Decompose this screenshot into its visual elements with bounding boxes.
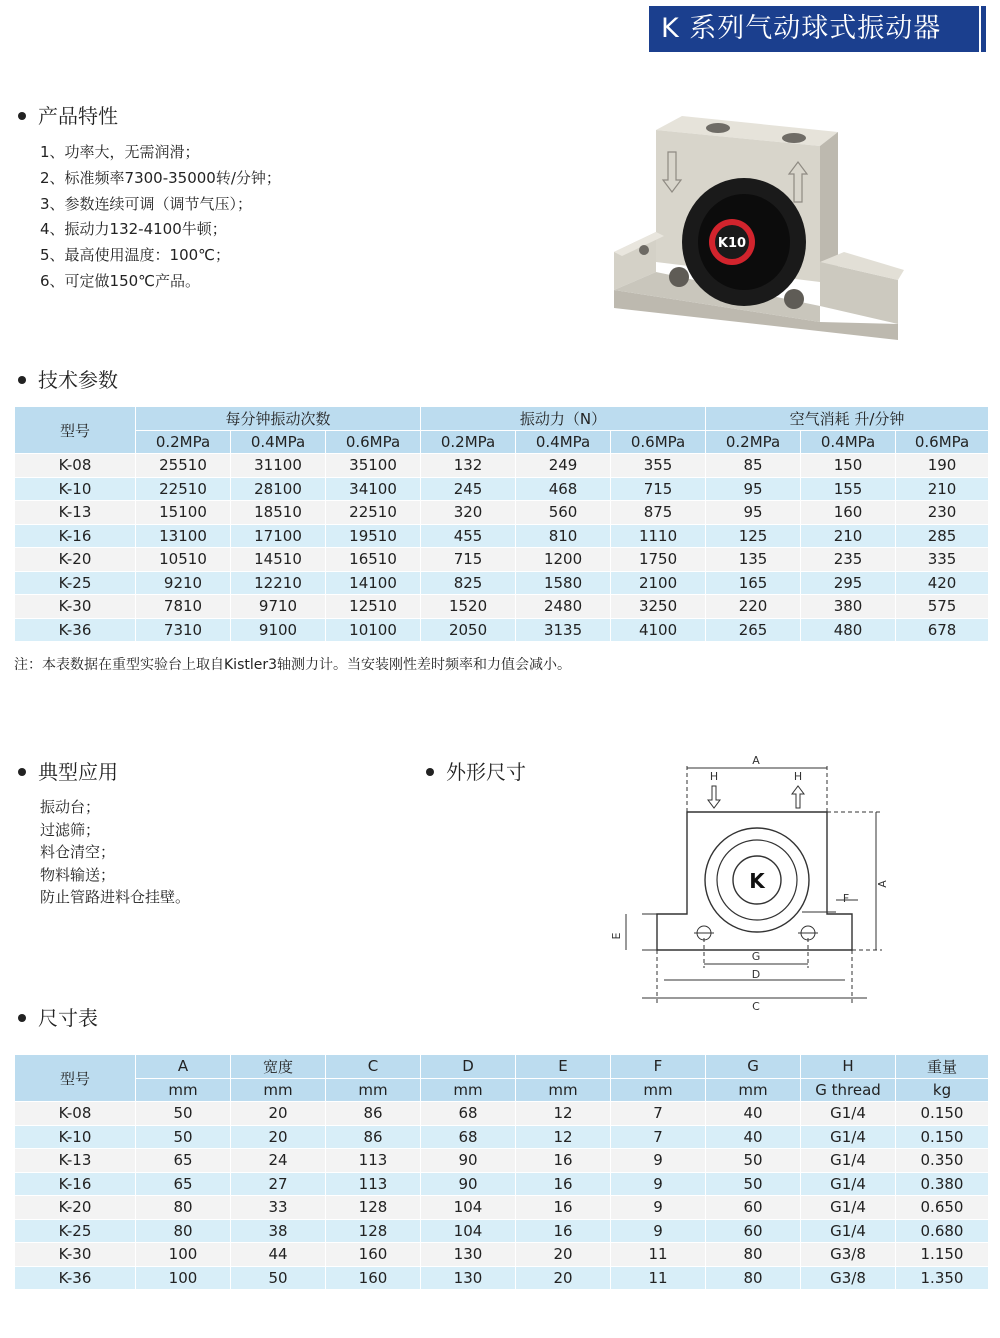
model-cell: K-25	[15, 1219, 136, 1243]
value-cell: 86	[326, 1102, 421, 1126]
tech-heading	[18, 364, 118, 393]
value-cell: 9	[611, 1172, 706, 1196]
value-cell: 50	[231, 1266, 326, 1290]
value-cell: 65	[136, 1172, 231, 1196]
value-cell: 9	[611, 1149, 706, 1173]
value-cell: 3135	[516, 618, 611, 642]
value-cell: 355	[611, 454, 706, 478]
value-cell: 50	[706, 1172, 801, 1196]
table-row	[15, 1219, 989, 1243]
value-cell: 9	[611, 1196, 706, 1220]
model-cell: K-10	[15, 1125, 136, 1149]
value-cell: 100	[136, 1266, 231, 1290]
col-header: G	[706, 1055, 801, 1079]
value-cell: 715	[421, 548, 516, 572]
title-accent-bar	[981, 6, 986, 52]
value-cell: 1.350	[896, 1266, 989, 1290]
value-cell: 34100	[326, 477, 421, 501]
dims-heading	[18, 1002, 98, 1031]
col-unit: G thread	[801, 1078, 896, 1102]
feature-item: 1、功率大，无需润滑；	[40, 143, 200, 161]
value-cell: 95	[706, 501, 801, 525]
col-pressure: 0.2MPa	[706, 430, 801, 454]
value-cell: 1200	[516, 548, 611, 572]
value-cell: 150	[801, 454, 896, 478]
table-row	[15, 477, 989, 501]
value-cell: 2100	[611, 571, 706, 595]
col-header: C	[326, 1055, 421, 1079]
bullet-icon	[18, 1014, 26, 1022]
value-cell: 468	[516, 477, 611, 501]
value-cell: G3/8	[801, 1243, 896, 1267]
value-cell: 25510	[136, 454, 231, 478]
table-row	[15, 454, 989, 478]
application-list	[40, 796, 190, 909]
value-cell: 50	[136, 1125, 231, 1149]
label-h: H	[709, 770, 719, 783]
value-cell: 28100	[231, 477, 326, 501]
value-cell: 0.350	[896, 1149, 989, 1173]
col-pressure: 0.6MPa	[896, 430, 989, 454]
value-cell: 15100	[136, 501, 231, 525]
dims-table	[14, 1054, 989, 1290]
model-cell: K-36	[15, 1266, 136, 1290]
value-cell: 130	[421, 1243, 516, 1267]
value-cell: 210	[801, 524, 896, 548]
value-cell: 210	[896, 477, 989, 501]
model-cell: K-08	[15, 1102, 136, 1126]
value-cell: 60	[706, 1219, 801, 1243]
table-note: 注：本表数据在重型实验台上取自Kistler3轴测力计。当安装刚性差时频率和力值会减小。	[14, 657, 572, 673]
col-pressure: 0.4MPa	[801, 430, 896, 454]
col-header: E	[516, 1055, 611, 1079]
value-cell: 80	[136, 1219, 231, 1243]
value-cell: 320	[421, 501, 516, 525]
bullet-icon	[18, 768, 26, 776]
value-cell: 560	[516, 501, 611, 525]
col-header: 重量	[896, 1055, 989, 1079]
value-cell: 128	[326, 1219, 421, 1243]
value-cell: 2050	[421, 618, 516, 642]
value-cell: G1/4	[801, 1149, 896, 1173]
value-cell: 875	[611, 501, 706, 525]
value-cell: 0.680	[896, 1219, 989, 1243]
table-row	[15, 618, 989, 642]
value-cell: 7810	[136, 595, 231, 619]
value-cell: 380	[801, 595, 896, 619]
value-cell: 190	[896, 454, 989, 478]
model-cell: K-25	[15, 571, 136, 595]
table-row	[15, 1196, 989, 1220]
col-pressure: 0.2MPa	[421, 430, 516, 454]
value-cell: 10510	[136, 548, 231, 572]
value-cell: 24	[231, 1149, 326, 1173]
value-cell: 40	[706, 1125, 801, 1149]
value-cell: G1/4	[801, 1125, 896, 1149]
model-cell: K-36	[15, 618, 136, 642]
value-cell: 1580	[516, 571, 611, 595]
model-cell: K-30	[15, 595, 136, 619]
value-cell: 65	[136, 1149, 231, 1173]
value-cell: 27	[231, 1172, 326, 1196]
value-cell: 678	[896, 618, 989, 642]
label-f: F	[842, 892, 850, 905]
value-cell: 16510	[326, 548, 421, 572]
value-cell: 575	[896, 595, 989, 619]
value-cell: 7310	[136, 618, 231, 642]
value-cell: 16	[516, 1196, 611, 1220]
value-cell: 1750	[611, 548, 706, 572]
table-row	[15, 1243, 989, 1267]
value-cell: G1/4	[801, 1102, 896, 1126]
value-cell: 20	[231, 1125, 326, 1149]
value-cell: 455	[421, 524, 516, 548]
value-cell: 0.150	[896, 1102, 989, 1126]
value-cell: 104	[421, 1196, 516, 1220]
bullet-icon	[18, 112, 26, 120]
value-cell: G1/4	[801, 1172, 896, 1196]
page-title: K 系列气动球式振动器	[649, 6, 979, 52]
label-e: E	[610, 932, 623, 940]
value-cell: 0.150	[896, 1125, 989, 1149]
value-cell: 113	[326, 1149, 421, 1173]
value-cell: 68	[421, 1125, 516, 1149]
value-cell: 20	[516, 1243, 611, 1267]
table-row	[15, 595, 989, 619]
value-cell: 3250	[611, 595, 706, 619]
table-row	[15, 524, 989, 548]
value-cell: 160	[326, 1266, 421, 1290]
value-cell: 9210	[136, 571, 231, 595]
value-cell: 95	[706, 477, 801, 501]
value-cell: 2480	[516, 595, 611, 619]
feature-item: 5、最高使用温度：100℃；	[40, 246, 231, 265]
value-cell: 90	[421, 1172, 516, 1196]
value-cell: 100	[136, 1243, 231, 1267]
model-cell: K-13	[15, 1149, 136, 1173]
group-force: 振动力（N）	[421, 407, 706, 431]
value-cell: 14100	[326, 571, 421, 595]
value-cell: 7	[611, 1102, 706, 1126]
value-cell: 35100	[326, 454, 421, 478]
feature-item: 2、标准频率7300-35000转/分钟；	[40, 168, 281, 187]
value-cell: 38	[231, 1219, 326, 1243]
value-cell: 17100	[231, 524, 326, 548]
value-cell: 7	[611, 1125, 706, 1149]
label-a: A	[752, 754, 760, 767]
table-row	[15, 1102, 989, 1126]
col-model: 型号	[15, 407, 136, 454]
value-cell: 85	[706, 454, 801, 478]
bullet-icon	[426, 768, 434, 776]
applications-heading	[18, 756, 118, 785]
value-cell: 4100	[611, 618, 706, 642]
value-cell: 715	[611, 477, 706, 501]
dims-heading-text: 尺寸表	[38, 1006, 98, 1030]
model-cell: K-30	[15, 1243, 136, 1267]
value-cell: 12	[516, 1102, 611, 1126]
value-cell: 22510	[136, 477, 231, 501]
model-cell: K-20	[15, 1196, 136, 1220]
bullet-icon	[18, 376, 26, 384]
col-pressure: 0.6MPa	[326, 430, 421, 454]
value-cell: 125	[706, 524, 801, 548]
col-unit: mm	[326, 1078, 421, 1102]
col-unit: mm	[516, 1078, 611, 1102]
table-row	[15, 571, 989, 595]
value-cell: 50	[136, 1102, 231, 1126]
model-cell: K-13	[15, 501, 136, 525]
outline-drawing	[612, 752, 898, 1018]
label-g: G	[751, 950, 761, 963]
group-freq: 每分钟振动次数	[136, 407, 421, 431]
col-unit: kg	[896, 1078, 989, 1102]
label-a-vertical: A	[876, 880, 889, 888]
value-cell: 9710	[231, 595, 326, 619]
value-cell: 11	[611, 1266, 706, 1290]
col-pressure: 0.6MPa	[611, 430, 706, 454]
model-cell: K-16	[15, 1172, 136, 1196]
application-item: 物料输送；	[40, 865, 116, 884]
feature-item: 6、可定做150℃产品。	[40, 271, 201, 290]
value-cell: 80	[706, 1266, 801, 1290]
value-cell: 18510	[231, 501, 326, 525]
col-header: 宽度	[231, 1055, 326, 1079]
feature-item: 4、振动力132-4100牛顿；	[40, 220, 227, 239]
value-cell: 22510	[326, 501, 421, 525]
label-d: D	[751, 968, 761, 981]
group-air: 空气消耗 升/分钟	[706, 407, 989, 431]
col-unit: mm	[421, 1078, 516, 1102]
value-cell: 12510	[326, 595, 421, 619]
arrow-up-icon	[792, 786, 804, 808]
table-row	[15, 1125, 989, 1149]
table-row	[15, 1172, 989, 1196]
col-pressure: 0.2MPa	[136, 430, 231, 454]
value-cell: 220	[706, 595, 801, 619]
label-h: H	[793, 770, 803, 783]
value-cell: 1.150	[896, 1243, 989, 1267]
value-cell: 1520	[421, 595, 516, 619]
application-item: 振动台；	[40, 798, 101, 816]
value-cell: 0.650	[896, 1196, 989, 1220]
value-cell: 230	[896, 501, 989, 525]
value-cell: 11	[611, 1243, 706, 1267]
col-unit: mm	[706, 1078, 801, 1102]
value-cell: 20	[231, 1102, 326, 1126]
value-cell: 135	[706, 548, 801, 572]
outline-heading-text: 外形尺寸	[446, 760, 526, 784]
value-cell: 113	[326, 1172, 421, 1196]
value-cell: G1/4	[801, 1219, 896, 1243]
value-cell: G1/4	[801, 1196, 896, 1220]
value-cell: 160	[801, 501, 896, 525]
value-cell: 16	[516, 1172, 611, 1196]
value-cell: 165	[706, 571, 801, 595]
value-cell: 285	[896, 524, 989, 548]
col-header: H	[801, 1055, 896, 1079]
value-cell: 825	[421, 571, 516, 595]
table-row	[15, 548, 989, 572]
label-c: C	[752, 1000, 760, 1013]
outline-heading	[426, 756, 526, 785]
features-heading-text: 产品特性	[38, 104, 118, 128]
col-header: F	[611, 1055, 706, 1079]
application-item: 料仓清空；	[40, 843, 116, 861]
value-cell: 19510	[326, 524, 421, 548]
value-cell: 810	[516, 524, 611, 548]
applications-heading-text: 典型应用	[38, 760, 118, 784]
col-header: D	[421, 1055, 516, 1079]
label-k: K	[749, 869, 765, 893]
value-cell: 130	[421, 1266, 516, 1290]
value-cell: 16	[516, 1219, 611, 1243]
value-cell: 13100	[136, 524, 231, 548]
product-label: K10	[717, 236, 747, 251]
value-cell: G3/8	[801, 1266, 896, 1290]
value-cell: 235	[801, 548, 896, 572]
value-cell: 160	[326, 1243, 421, 1267]
value-cell: 9	[611, 1219, 706, 1243]
application-item: 防止管路进料仓挂壁。	[40, 888, 191, 906]
model-cell: K-16	[15, 524, 136, 548]
tech-table	[14, 406, 989, 642]
application-item: 过滤筛；	[40, 820, 101, 839]
value-cell: 44	[231, 1243, 326, 1267]
value-cell: 420	[896, 571, 989, 595]
value-cell: 14510	[231, 548, 326, 572]
feature-item: 3、参数连续可调（调节气压）；	[40, 194, 253, 213]
value-cell: 1110	[611, 524, 706, 548]
value-cell: 10100	[326, 618, 421, 642]
value-cell: 50	[706, 1149, 801, 1173]
value-cell: 480	[801, 618, 896, 642]
col-model: 型号	[15, 1055, 136, 1102]
value-cell: 60	[706, 1196, 801, 1220]
model-cell: K-08	[15, 454, 136, 478]
value-cell: 68	[421, 1102, 516, 1126]
value-cell: 16	[516, 1149, 611, 1173]
value-cell: 295	[801, 571, 896, 595]
value-cell: 104	[421, 1219, 516, 1243]
col-pressure: 0.4MPa	[516, 430, 611, 454]
tech-heading-text: 技术参数	[38, 368, 118, 392]
value-cell: 132	[421, 454, 516, 478]
value-cell: 128	[326, 1196, 421, 1220]
value-cell: 155	[801, 477, 896, 501]
col-unit: mm	[231, 1078, 326, 1102]
col-pressure: 0.4MPa	[231, 430, 326, 454]
feature-list	[40, 140, 281, 295]
arrow-down-icon	[708, 786, 720, 808]
value-cell: 20	[516, 1266, 611, 1290]
value-cell: 40	[706, 1102, 801, 1126]
table-row	[15, 1149, 989, 1173]
value-cell: 90	[421, 1149, 516, 1173]
col-unit: mm	[611, 1078, 706, 1102]
value-cell: 335	[896, 548, 989, 572]
col-header: A	[136, 1055, 231, 1079]
value-cell: 80	[136, 1196, 231, 1220]
product-photo	[608, 112, 908, 344]
model-cell: K-20	[15, 548, 136, 572]
col-unit: mm	[136, 1078, 231, 1102]
value-cell: 265	[706, 618, 801, 642]
value-cell: 86	[326, 1125, 421, 1149]
value-cell: 245	[421, 477, 516, 501]
table-row	[15, 1266, 989, 1290]
value-cell: 80	[706, 1243, 801, 1267]
value-cell: 33	[231, 1196, 326, 1220]
value-cell: 12210	[231, 571, 326, 595]
value-cell: 9100	[231, 618, 326, 642]
table-row	[15, 501, 989, 525]
value-cell: 0.380	[896, 1172, 989, 1196]
model-cell: K-10	[15, 477, 136, 501]
value-cell: 12	[516, 1125, 611, 1149]
features-heading	[18, 100, 118, 129]
value-cell: 249	[516, 454, 611, 478]
value-cell: 31100	[231, 454, 326, 478]
